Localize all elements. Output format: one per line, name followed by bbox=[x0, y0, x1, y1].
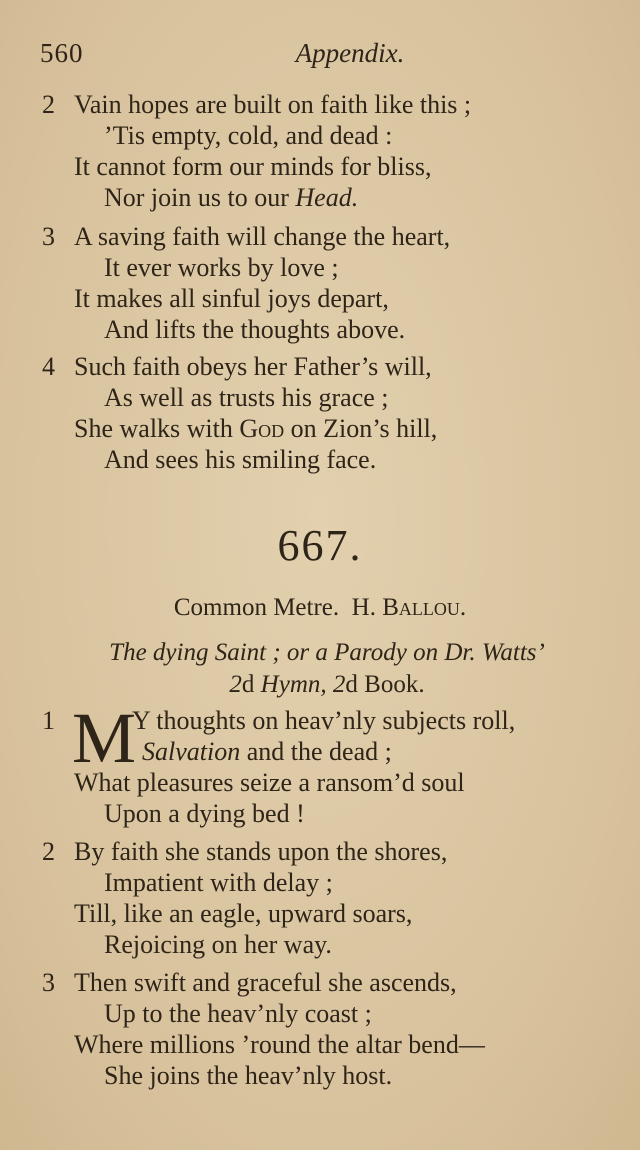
verse-number: 4 bbox=[42, 352, 55, 381]
page-header bbox=[40, 38, 600, 74]
verse-number: 2 bbox=[42, 90, 55, 119]
running-title: Appendix. bbox=[295, 38, 405, 68]
verse-line: It cannot form our minds for bliss, bbox=[74, 152, 432, 181]
page-number: 560 bbox=[40, 38, 84, 68]
verse-line: Then swift and graceful she ascends, bbox=[74, 968, 457, 997]
verse-line: As well as trusts his grace ; bbox=[104, 383, 389, 412]
verse-line: Nor join us to our Head. bbox=[104, 183, 359, 212]
hymn-subtitle: 2d Hymn, 2d Book. bbox=[229, 671, 425, 698]
verse-line: And sees his smiling face. bbox=[104, 445, 377, 474]
hymn-meter-author: Common Metre. H. Ballou. bbox=[173, 594, 467, 621]
verse-line: It ever works by love ; bbox=[104, 253, 339, 282]
verse-number: 3 bbox=[42, 222, 55, 251]
verse-line: Impatient with delay ; bbox=[104, 868, 333, 897]
verse-line: A saving faith will change the heart, bbox=[74, 222, 451, 251]
verse-line: What pleasures seize a ransom’d soul bbox=[74, 768, 465, 797]
verse-line: Y thoughts on heav’nly subjects roll, bbox=[132, 706, 516, 735]
verse-line: Salvation and the dead ; bbox=[142, 737, 392, 766]
verse-number: 1 bbox=[42, 706, 55, 735]
verse-line: Where millions ’round the altar bend— bbox=[74, 1030, 485, 1059]
drop-cap: M bbox=[72, 698, 137, 778]
verse-line: She walks with God on Zion’s hill, bbox=[74, 414, 438, 443]
hymn-subtitle: The dying Saint ; or a Parody on Dr. Watts’ bbox=[109, 639, 545, 666]
verse-line: She joins the heav’nly host. bbox=[104, 1061, 393, 1090]
verse-line: Rejoicing on her way. bbox=[104, 930, 332, 959]
verse-line: ’Tis empty, cold, and dead : bbox=[104, 121, 393, 150]
verse-line: And lifts the thoughts above. bbox=[104, 315, 406, 344]
verse-line: Till, like an eagle, upward soars, bbox=[74, 899, 413, 928]
verse-number: 2 bbox=[42, 837, 55, 866]
verse-line: Upon a dying bed ! bbox=[104, 799, 305, 828]
verse-line: Up to the heav’nly coast ; bbox=[104, 999, 372, 1028]
verse-line: By faith she stands upon the shores, bbox=[74, 837, 448, 866]
verse-line: It makes all sinful joys depart, bbox=[74, 284, 389, 313]
verse-number: 3 bbox=[42, 968, 55, 997]
verse-line: Vain hopes are built on faith like this ; bbox=[74, 90, 472, 119]
hymn-number: 667. bbox=[277, 521, 363, 570]
verse-line: Such faith obeys her Father’s will, bbox=[74, 352, 432, 381]
